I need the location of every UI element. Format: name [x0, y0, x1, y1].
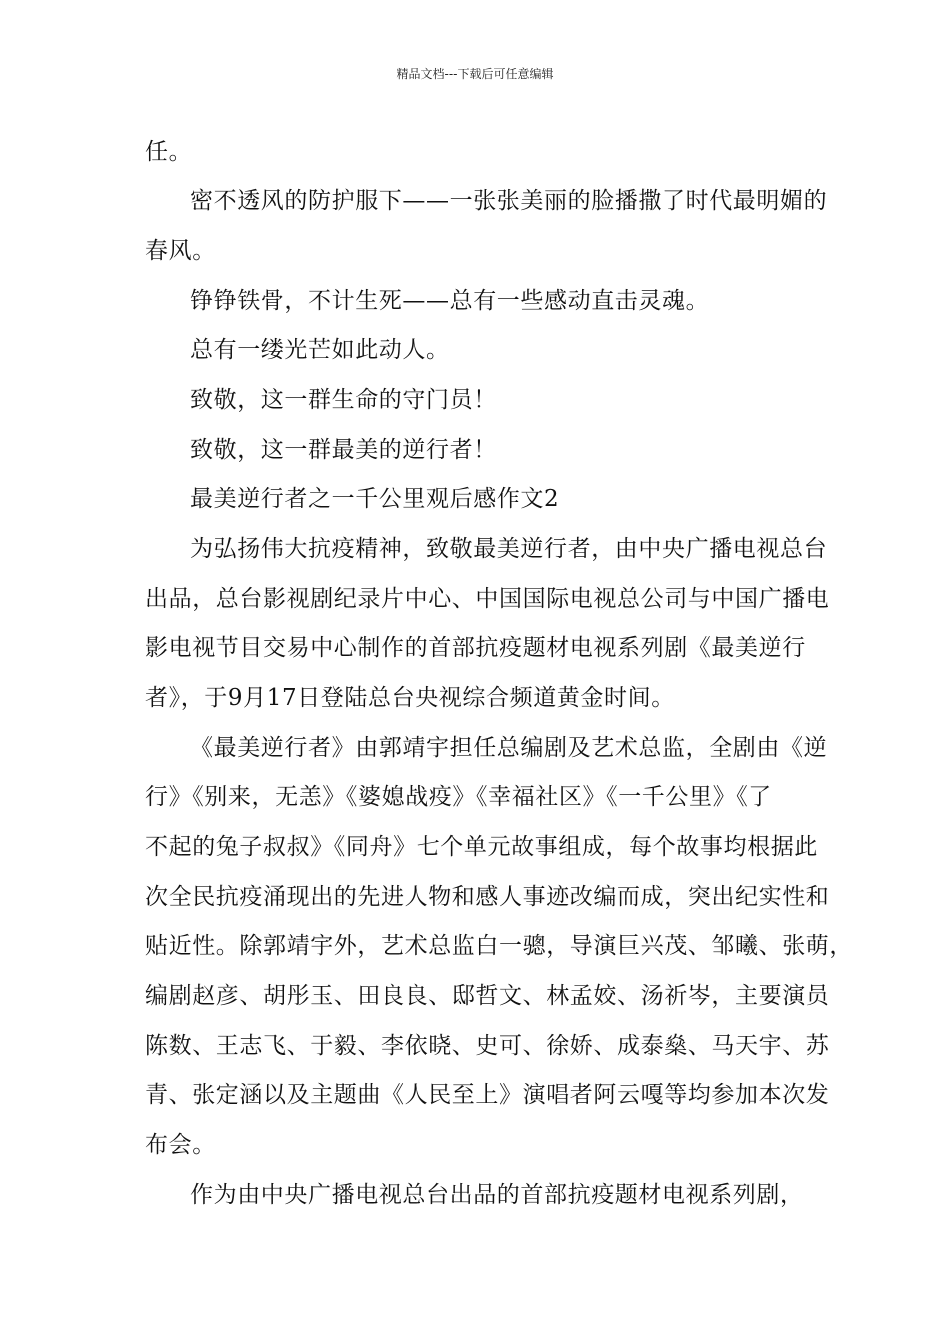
text-line: 贴近性。除郭靖宇外，艺术总监白一骢，导演巨兴茂、邹曦、张萌，	[145, 933, 853, 959]
text-line: 密不透风的防护服下——一张张美丽的脸播撒了时代最明媚的	[190, 188, 828, 214]
text-line: 作为由中央广播电视总台出品的首部抗疫题材电视系列剧，	[190, 1182, 804, 1208]
text-line: 不起的兔子叔叔》《同舟》七个单元故事组成，每个故事均根据此	[145, 834, 818, 860]
text-line: 总有一缕光芒如此动人。	[190, 337, 450, 363]
text-line: 致敬，这一群生命的守门员！	[190, 387, 497, 413]
page-header: 精品文档---下载后可任意编辑	[396, 67, 554, 81]
text-line: 任。	[145, 139, 193, 165]
text-line: 编剧赵彦、胡彤玉、田良良、邸哲文、林孟姣、汤祈岑，主要演员	[145, 983, 830, 1009]
text-line: 者》，于9月17日登陆总台央视综合频道黄金时间。	[145, 685, 675, 711]
text-line: 最美逆行者之一千公里观后感作文2	[190, 486, 560, 512]
text-line: 次全民抗疫涌现出的先进人物和感人事迹改编而成，突出纪实性和	[145, 884, 830, 910]
text-line: 出品，总台影视剧纪录片中心、中国国际电视总公司与中国广播电	[145, 586, 830, 612]
text-line: 致敬，这一群最美的逆行者！	[190, 437, 497, 463]
text-line: 陈数、王志飞、于毅、李依晓、史可、徐娇、成泰燊、马天宇、苏	[145, 1033, 830, 1059]
text-line: 布会。	[145, 1132, 216, 1158]
text-line: 青、张定涵以及主题曲《人民至上》演唱者阿云嘎等均参加本次发	[145, 1082, 830, 1108]
text-line: 铮铮铁骨，不计生死——总有一些感动直击灵魂。	[190, 288, 710, 314]
text-line: 《最美逆行者》由郭靖宇担任总编剧及艺术总监，全剧由《逆	[190, 735, 828, 761]
text-line: 影电视节目交易中心制作的首部抗疫题材电视系列剧《最美逆行	[145, 635, 806, 661]
text-line: 为弘扬伟大抗疫精神，致敬最美逆行者，由中央广播电视总台	[190, 536, 828, 562]
text-line: 行》《别来，无恙》《婆媳战疫》《幸福社区》《一千公里》《了	[145, 784, 772, 810]
text-line: 春风。	[145, 238, 216, 264]
